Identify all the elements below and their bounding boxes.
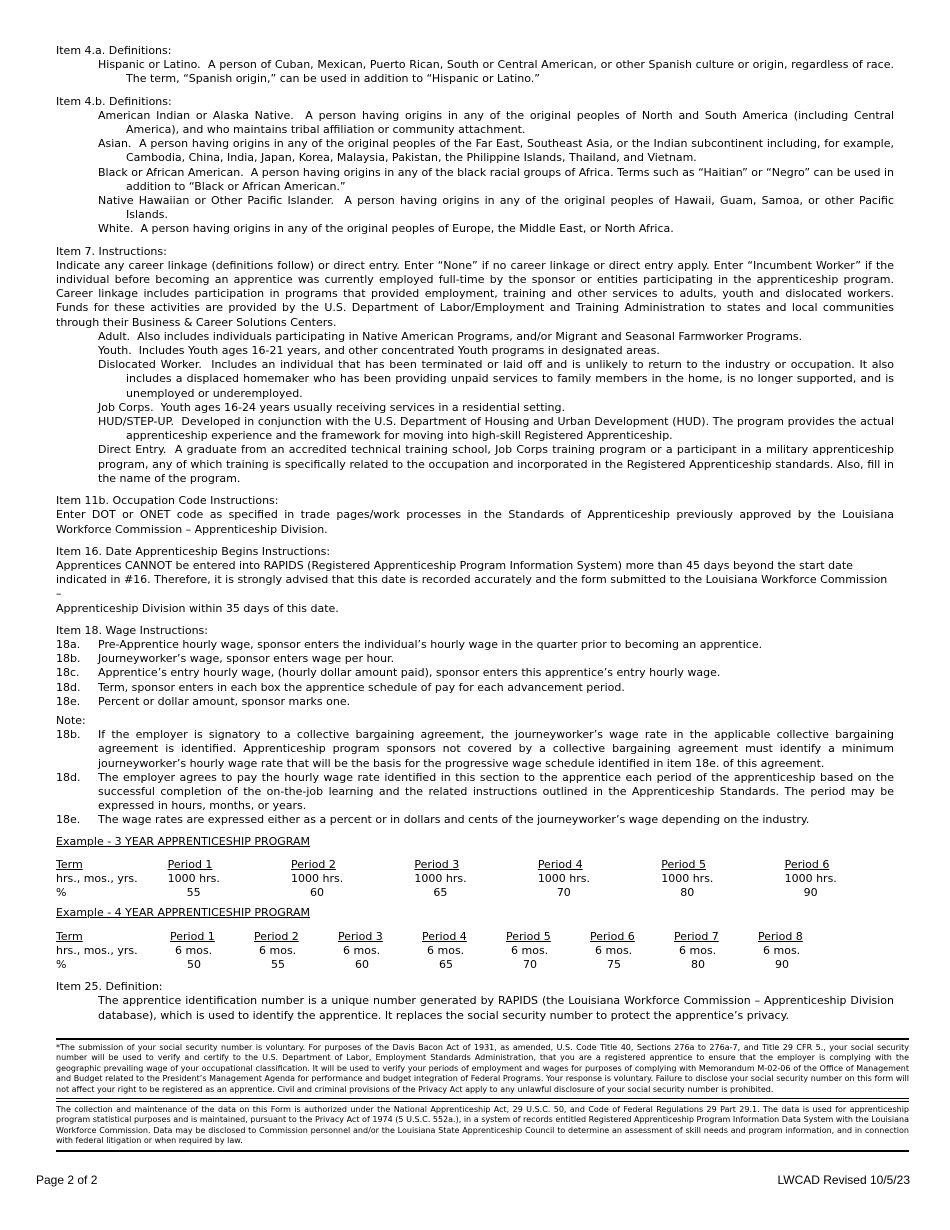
- period-duration: 6 mos.: [427, 943, 465, 957]
- wage-text: Apprentice’s entry hourly wage, (hourly dollar amount paid), sponsor enters this apprentice’s entry hourly wage.: [98, 666, 721, 680]
- definition-term: Black or African American.: [98, 165, 244, 179]
- example-table: [56, 858, 894, 901]
- item-18-section: [56, 624, 894, 828]
- wage-text: Journeyworker’s wage, sponsor enters wage per hour.: [98, 652, 395, 666]
- definition-text: Includes Youth ages 16-21 years, and other concentrated Youth programs in designated areas.: [138, 344, 660, 358]
- definition-pacific-islander: [56, 194, 894, 222]
- definition-term: Youth.: [98, 344, 132, 358]
- period-duration: 6 mos.: [679, 943, 717, 957]
- period-duration: 6 mos.: [763, 943, 801, 957]
- career-linkage-hud-step-up: [56, 415, 894, 443]
- period-percent: 55: [186, 886, 201, 900]
- definition-term: Job Corps.: [98, 400, 154, 414]
- period-label: Period 5: [661, 857, 706, 871]
- period-label: Period 5: [506, 929, 551, 943]
- item-25-text: The apprentice identification number is a unique number generated by RAPIDS (the Louisiana Workforce Commission – Apprenticeship Division database), which is used to identify the apprentice. It replaces the social security number to protect the apprentice’s privacy.: [98, 994, 894, 1022]
- definition-text: Also includes individuals participating in Native American Programs, and/or Migrant and Seasonal Farmworker Programs.: [137, 329, 803, 343]
- definition-term: American Indian or Alaska Native.: [98, 108, 294, 122]
- row-label-percent: %: [56, 886, 67, 900]
- row-label-duration: hrs., mos., yrs.: [56, 943, 138, 957]
- period-duration: 6 mos.: [595, 943, 633, 957]
- item-16-line: indicated in #16. Therefore, it is strongly advised that this date is recorded accurately and the form submitted to the Louisiana Workforce Commission –: [56, 573, 888, 601]
- item-16-line: Apprenticeship Division within 35 days of this date.: [56, 601, 339, 615]
- definition-text: Includes an individual that has been terminated or laid off and is unlikely to return to the industry or occupation. It also includes a displaced homemaker who has been providing unpaid services to family members in the home, is no longer supported, and is unemployed or underemployed.: [126, 358, 894, 400]
- period-percent: 60: [310, 886, 325, 900]
- data-collection-notice: The collection and maintenance of the data on this Form is authorized under the National Apprenticeship Act, 29 U.S.C. 50, and Code of Federal Regulations 29 Part 29.1. The data is used for apprenticeship program statistical purposes and is maintained, pursuant to the Privacy Act of 1974 (5 U.S.C. 552a.), in a system of records entitled Registered Apprenticeship Program Information Data System with the Louisiana Workforce Commission. Data may be disclosed to Commission personnel and/or the Louisiana State Apprenticeship Council to determine an assessment of skill needs and program information, and in connection with federal litigation or when required by law.: [56, 1105, 909, 1146]
- wage-instruction: [56, 666, 894, 680]
- note-label: Note:: [56, 713, 86, 727]
- document-page: [56, 44, 894, 1023]
- wage-note: [56, 813, 894, 827]
- definition-text: A person having origins in any of the original peoples of the Far East, Southeast Asia, or the Indian subcontinent including, for example, Cambodia, China, India, Japan, Korea, Malaysia, Pakistan, the Philippine Islands, Thailand, and Vietnam.: [126, 137, 894, 165]
- example-title: Example - 4 YEAR APPRENTICESHIP PROGRAM: [56, 906, 311, 920]
- definition-hispanic: [56, 58, 894, 86]
- wage-text: The employer agrees to pay the hourly wage rate identified in this section to the apprentice each period of the apprenticeship based on the successful completion of the on-the-job learning and the related instructions outlined in the Apprenticeship Standards. The period may be expressed in hours, months, or years.: [98, 770, 894, 813]
- item-4a-heading: Item 4.a. Definitions:: [56, 44, 172, 57]
- definition-text: A person having origins in any of the original peoples of Hawaii, Guam, Samoa, or other Pacific Islands.: [126, 194, 895, 222]
- wage-note: [56, 771, 894, 814]
- definition-text: A person having origins in any of the original peoples of Europe, the Middle East, or North Africa.: [140, 222, 674, 236]
- period-percent: 70: [556, 886, 571, 900]
- item-4b-heading: Item 4.b. Definitions:: [56, 94, 172, 108]
- revision-label: LWCAD Revised 10/5/23: [777, 1173, 910, 1187]
- period-duration: 1000 hrs.: [537, 871, 591, 885]
- row-label-term: Term: [56, 857, 83, 871]
- item-16-heading: Item 16. Date Apprenticeship Begins Instructions:: [56, 544, 331, 558]
- wage-text: Percent or dollar amount, sponsor marks one.: [98, 694, 351, 708]
- wage-instruction: [56, 638, 894, 652]
- period-label: Period 1: [167, 857, 213, 871]
- career-linkage-direct-entry: [56, 443, 894, 486]
- definition-text: Developed in conjunction with the U.S. Department of Housing and Urban Development (HUD). The program provides the actual apprenticeship experience and the framework for moving into high-skill Registered Apprenticeship.: [126, 415, 895, 443]
- period-label: Period 2: [254, 929, 299, 943]
- row-label-percent: %: [56, 957, 67, 971]
- period-label: Period 1: [170, 929, 215, 943]
- item-25-heading: Item 25. Definition:: [56, 980, 163, 994]
- definition-text: Youth ages 16-24 years usually receiving services in a residential setting.: [160, 400, 566, 414]
- item-11b-heading: Item 11b. Occupation Code Instructions:: [56, 494, 279, 508]
- wage-text: The wage rates are expressed either as a percent or in dollars and cents of the journeyworker’s wage depending on the industry.: [98, 813, 810, 827]
- career-linkage-dislocated-worker: [56, 358, 894, 401]
- definition-term: HUD/STEP-UP.: [98, 415, 174, 429]
- item-11b-text: Enter DOT or ONET code as specified in trade pages/work processes in the Standards of Apprenticeship previously approved by the Louisiana Workforce Commission – Apprenticeship Division.: [56, 508, 894, 536]
- item-7-intro: Indicate any career linkage (definitions follow) or direct entry. Enter “None” if no career linkage or direct entry apply. Enter “Incumbent Worker” if the individual before becoming an apprentice was currently employed full-time by the sponsor or entities participating in the apprenticeship program. Career linkage includes participation in programs that provided employment, training and other services to adults, youth and dislocated workers. Funds for these activities are provided by the U.S. Department of Labor/Employment and Training Administration to states and local communities through their Business & Career Solutions Centers.: [56, 258, 894, 329]
- definition-white: [56, 222, 894, 236]
- career-linkage-adult: [56, 330, 894, 344]
- wage-instruction: [56, 652, 894, 666]
- item-25-section: [56, 980, 894, 1023]
- period-duration: 1000 hrs.: [167, 871, 220, 885]
- example-table: [56, 930, 842, 973]
- period-duration: 6 mos.: [343, 943, 381, 957]
- period-percent: 90: [775, 957, 789, 971]
- period-label: Period 8: [758, 929, 803, 943]
- period-duration: 1000 hrs.: [414, 871, 467, 885]
- row-label-duration: hrs., mos., yrs.: [56, 871, 138, 885]
- page-number: Page 2 of 2: [36, 1173, 98, 1187]
- period-label: Period 6: [590, 929, 635, 943]
- definition-text: A person having origins in any of the black racial groups of Africa. Terms such as “Haitian” or “Negro” can be used in addition to “Black or African American.”: [126, 165, 894, 193]
- period-percent: 90: [803, 886, 818, 900]
- definition-asian: [56, 137, 894, 165]
- period-percent: 65: [439, 957, 453, 971]
- wage-instruction: [56, 681, 894, 695]
- period-label: Period 4: [422, 929, 467, 943]
- definition-american-indian: [56, 109, 894, 137]
- wage-code: 18c.: [56, 666, 80, 680]
- item-4a-section: [56, 44, 894, 87]
- period-percent: 80: [691, 957, 705, 971]
- privacy-notice: *The submission of your social security number is voluntary. For purposes of the Davis Bacon Act of 1931, as amended, U.S. Code Title 40, Sections 276a to 276a-7, and Title 29 CFR 5., your social security number will be used to verify and certify to the U.S. Department of Labor, Employment Standards Administration, that you are a registered apprentice to ensure that the employer is complying with the geographic prevailing wage of your occupational classification. It will be used to verify your periods of employment and wages for purposes of complying with Memorandum M-02-06 of the Office of Management and Budget related to the President’s Management Agenda for performance and budget integration of Federal Programs. Your response is voluntary. Failure to disclose your social security number on this form will not affect your right to be registered as an apprentice. Civil and criminal provisions of the Privacy Act apply to any unlawful disclosure of your social security number is prohibited.: [56, 1043, 909, 1094]
- wage-note: [56, 728, 894, 771]
- period-label: Period 3: [414, 857, 460, 871]
- wage-text: If the employer is signatory to a collective bargaining agreement, the journeyworker’s wage rate in the applicable collective bargaining agreement is identified. Apprenticeship program sponsors not covered by a collective bargaining agreement must identify a minimum journeyworker’s hourly wage rate that will be the basis for the progressive wage schedule identified in item 18e. of this agreement.: [98, 728, 894, 770]
- definition-term: Adult.: [98, 329, 131, 343]
- period-percent: 60: [355, 957, 369, 971]
- definition-term: Asian.: [98, 137, 132, 151]
- item-7-heading: Item 7. Instructions:: [56, 244, 167, 258]
- definition-text: A person of Cuban, Mexican, Puerto Rican, South or Central American, or other Spanish culture or origin, regardless of race. The term, “Spanish origin,” can be used in addition to “Hispanic or Latino.”: [126, 58, 894, 86]
- wage-code: 18b.: [56, 652, 81, 666]
- period-percent: 75: [607, 957, 621, 971]
- example-title: Example - 3 YEAR APPRENTICESHIP PROGRAM: [56, 834, 311, 848]
- definition-term: Dislocated Worker.: [98, 358, 202, 372]
- item-7-section: [56, 245, 894, 486]
- wage-text: Pre-Apprentice hourly wage, sponsor enters the individual’s hourly wage in the quarter prior to becoming an apprentice.: [98, 637, 763, 651]
- period-duration: 6 mos.: [511, 943, 549, 957]
- example-4-year: [56, 906, 894, 972]
- item-11b-section: [56, 494, 894, 537]
- period-label: Period 2: [291, 857, 336, 871]
- period-percent: 50: [187, 957, 201, 971]
- period-duration: 1000 hrs.: [784, 871, 837, 885]
- definition-text: A graduate from an accredited technical training school, Job Corps training program or a participant in a military apprenticeship program, any of which training is specifically related to the occupation and incorporated in the Registered Apprenticeship standards. Also, fill in the name of the program.: [98, 443, 894, 485]
- period-percent: 80: [680, 886, 695, 900]
- definition-black: [56, 166, 894, 194]
- definition-term: White.: [98, 222, 134, 236]
- period-percent: 70: [523, 957, 537, 971]
- period-label: Period 6: [784, 857, 830, 871]
- period-duration: 1000 hrs.: [291, 871, 344, 885]
- definition-term: Native Hawaiian or Other Pacific Islander.: [98, 194, 335, 208]
- period-duration: 6 mos.: [259, 943, 297, 957]
- period-label: Period 7: [674, 929, 719, 943]
- wage-instruction: [56, 695, 894, 709]
- wage-text: Term, sponsor enters in each box the apprentice schedule of pay for each advancement period.: [98, 680, 625, 694]
- period-label: Period 3: [338, 929, 383, 943]
- item-16-section: [56, 545, 894, 616]
- wage-code: 18b.: [56, 728, 81, 742]
- wage-code: 18d.: [56, 770, 81, 784]
- period-duration: 1000 hrs.: [661, 871, 714, 885]
- career-linkage-job-corps: [56, 401, 894, 415]
- definition-term: Direct Entry.: [98, 443, 167, 457]
- footer-notices: [56, 1038, 909, 1152]
- wage-code: 18a.: [56, 637, 81, 651]
- divider: [56, 1150, 909, 1152]
- period-duration: 6 mos.: [175, 943, 213, 957]
- item-4b-section: [56, 95, 894, 237]
- example-3-year: [56, 835, 894, 901]
- period-percent: 65: [433, 886, 448, 900]
- wage-code: 18e.: [56, 694, 81, 708]
- period-label: Period 4: [537, 857, 583, 871]
- wage-code: 18d.: [56, 680, 81, 694]
- item-16-line: Apprentices CANNOT be entered into RAPIDS (Registered Apprenticeship Program Information System) more than 45 days beyond the start date: [56, 558, 853, 572]
- career-linkage-youth: [56, 344, 894, 358]
- item-18-heading: Item 18. Wage Instructions:: [56, 623, 208, 637]
- row-label-term: Term: [56, 929, 83, 943]
- definition-term: Hispanic or Latino.: [98, 58, 201, 72]
- period-percent: 55: [271, 957, 285, 971]
- definition-text: A person having origins in any of the original peoples of North and South America (including Central America), and who maintains tribal affiliation or community attachment.: [126, 108, 894, 137]
- wage-code: 18e.: [56, 813, 81, 827]
